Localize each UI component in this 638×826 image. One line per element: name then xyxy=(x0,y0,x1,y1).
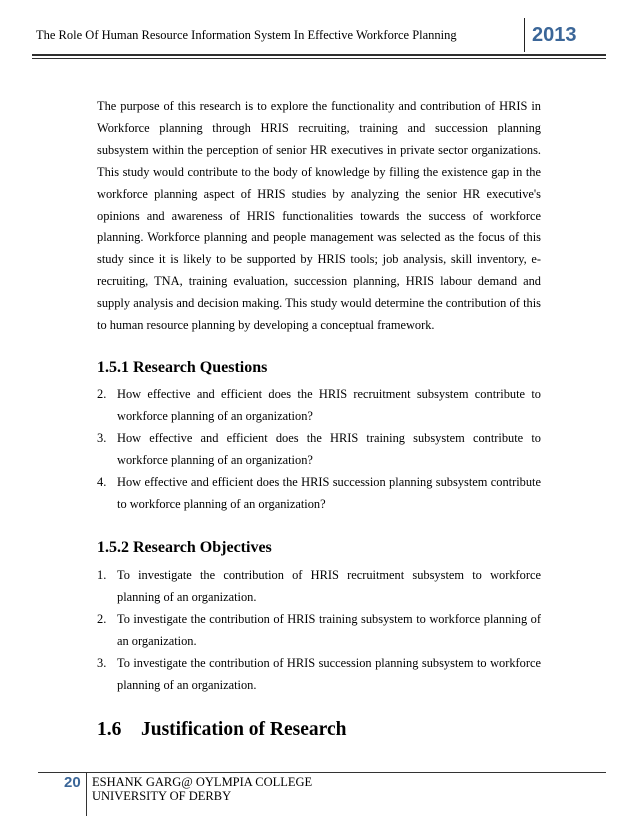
header-year: 2013 xyxy=(532,24,577,46)
list-item-text: How effective and efficient does the HRIS recruitment subsystem contribute to workforce planning of an organization? xyxy=(117,387,541,423)
list-item xyxy=(97,427,541,471)
list-item-number: 3. xyxy=(97,431,107,445)
research-questions-heading: 1.5.1 Research Questions xyxy=(97,359,268,376)
list-item-number: 2. xyxy=(97,612,107,626)
list-item-text: To investigate the contribution of HRIS recruitment subsystem to workforce planning of an organization. xyxy=(117,568,541,604)
list-item-text: How effective and efficient does the HRIS training subsystem contribute to workforce planning of an organization? xyxy=(117,431,541,467)
list-item-text: How effective and efficient does the HRIS succession planning subsystem contribute to workforce planning of an organization? xyxy=(117,475,541,511)
research-objectives-list xyxy=(97,564,541,696)
header-rule-thin xyxy=(32,58,606,59)
body-paragraph: The purpose of this research is to explore the functionality and contribution of HRIS in Workforce planning through HRIS recruiting, training and succession planning subsystem within the perception of senior HR executives in private sector organizations. This study would contribute to the body of knowledge by filling the existence gap in the workforce planning aspect of HRIS studies by analyzing the senior HR executive's opinions and awareness of HRIS functionalities towards the success of workforce planning. Workforce planning and people management was selected as the focus of this study since it is likely to be supported by HRIS tools; job analysis, skill inventory, e-recruiting, TNA, training evaluation, succession planning, HRIS labour demand and supply analysis and decision making. This study would determine the contribution of this to human resource planning by developing a conceptual framework. xyxy=(97,99,541,333)
list-item xyxy=(97,564,541,608)
list-item xyxy=(97,652,541,696)
list-item-text: To investigate the contribution of HRIS training subsystem to workforce planning of an organization. xyxy=(117,612,541,648)
research-objectives-heading: 1.5.2 Research Objectives xyxy=(97,539,272,556)
page-number: 20 xyxy=(64,774,81,791)
footer-line-university: UNIVERSITY OF DERBY xyxy=(92,789,232,803)
header-divider xyxy=(524,18,525,52)
footer-rule xyxy=(38,772,606,773)
research-questions-list xyxy=(97,383,541,515)
header-title: The Role Of Human Resource Information System In Effective Workforce Planning xyxy=(36,28,457,42)
list-item xyxy=(97,471,541,515)
list-item-number: 4. xyxy=(97,475,107,489)
footer-divider xyxy=(86,772,87,816)
list-item-number: 2. xyxy=(97,387,107,401)
list-item xyxy=(97,608,541,652)
section-title: Justification of Research xyxy=(141,719,347,740)
list-item-number: 3. xyxy=(97,656,107,670)
list-item-number: 1. xyxy=(97,568,107,582)
section-number: 1.6 xyxy=(97,719,122,740)
header-rule xyxy=(32,54,606,56)
justification-heading xyxy=(97,719,346,741)
footer-line-college: ESHANK GARG@ OYLMPIA COLLEGE xyxy=(92,775,313,789)
list-item xyxy=(97,383,541,427)
list-item-text: To investigate the contribution of HRIS succession planning subsystem to workforce planning of an organization. xyxy=(117,656,541,692)
footer-text xyxy=(92,775,312,803)
